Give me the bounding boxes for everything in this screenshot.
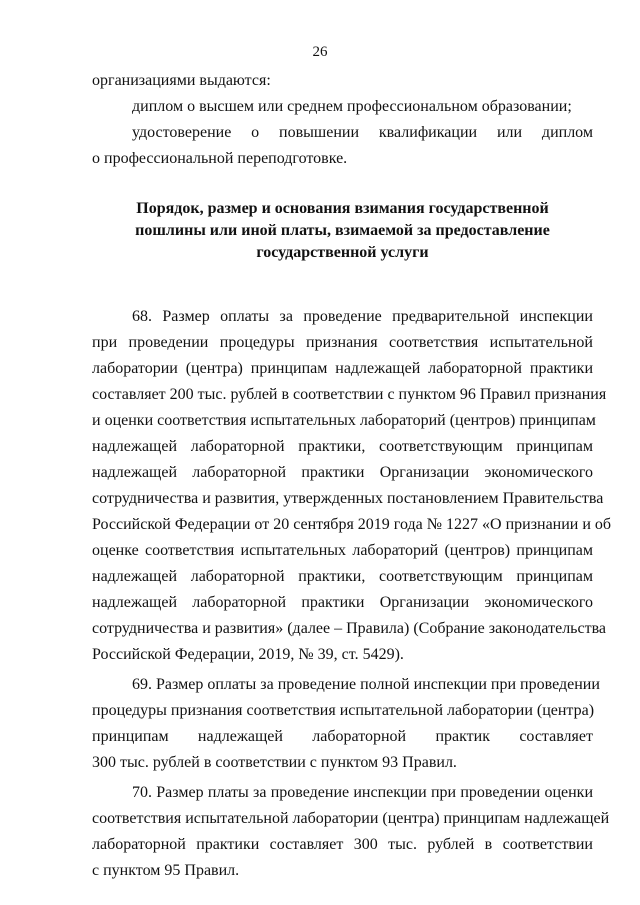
paragraph-line: надлежащей лабораторной практики Организации экономического	[92, 594, 593, 611]
document-body	[92, 68, 612, 888]
paragraph-line: процедуры признания соответствия испытательной лаборатории (центра)	[92, 702, 595, 719]
paragraph-line: соответствия испытательной лаборатории (центра) принципам надлежащей	[92, 810, 610, 827]
paragraph-line: Российской Федерации, 2019, № 39, ст. 5429).	[92, 646, 404, 663]
paragraph-line: с пунктом 95 Правил.	[92, 862, 240, 879]
intro-line: организациями выдаются:	[92, 72, 271, 89]
heading-line: Порядок, размер и основания взимания государственной	[136, 200, 549, 217]
page-number: 26	[312, 44, 328, 60]
paragraph-line: сотрудничества и развития, утвержденных постановлением Правительства	[92, 490, 604, 507]
paragraph-line: 70. Размер платы за проведение инспекции при проведении оценки	[132, 784, 593, 801]
paragraph-68	[92, 304, 612, 668]
paragraph-line: надлежащей лабораторной практики Организации экономического	[92, 464, 593, 481]
section-heading	[92, 198, 593, 264]
paragraph-line: надлежащей лабораторной практики, соответствующим принципам	[92, 568, 593, 585]
intro-line: удостоверение о повышении квалификации или диплом	[132, 124, 593, 141]
paragraph-line: и оценки соответствия испытательных лабораторий (центров) принципам	[92, 412, 596, 429]
paragraph-line: оценке соответствия испытательных лабораторий (центров) принципам	[92, 542, 593, 559]
paragraphs	[92, 304, 612, 884]
paragraph-70	[92, 780, 610, 884]
intro-block	[92, 68, 593, 172]
heading-line: пошлины или иной платы, взимаемой за предоставление	[135, 222, 550, 239]
paragraph-line: лабораторной практики составляет 300 тыс. рублей в соответствии	[92, 836, 593, 853]
paragraph-line: лаборатории (центра) принципам надлежащей лабораторной практики	[92, 360, 593, 377]
paragraph-line: сотрудничества и развития» (далее – Правила) (Собрание законодательства	[92, 620, 607, 637]
paragraph-line: составляет 200 тыс. рублей в соответствии с пунктом 96 Правил признания	[92, 386, 607, 403]
heading-line: государственной услуги	[256, 244, 429, 261]
paragraph-line: 68. Размер оплаты за проведение предварительной инспекции	[132, 308, 593, 325]
paragraph-line: надлежащей лабораторной практики, соответствующим принципам	[92, 438, 593, 455]
paragraph-69	[92, 672, 600, 776]
paragraph-line: Российской Федерации от 20 сентября 2019 года № 1227 «О признании и об	[92, 516, 612, 533]
intro-line: диплом о высшем или среднем профессиональном образовании;	[132, 98, 572, 115]
paragraph-line: при проведении процедуры признания соответствия испытательной	[92, 334, 593, 351]
intro-line: о профессиональной переподготовке.	[92, 150, 348, 167]
paragraph-line: 300 тыс. рублей в соответствии с пунктом 93 Правил.	[92, 754, 457, 771]
paragraph-line: принципам надлежащей лабораторной практик составляет	[92, 728, 593, 745]
paragraph-line: 69. Размер оплаты за проведение полной инспекции при проведении	[132, 676, 600, 693]
